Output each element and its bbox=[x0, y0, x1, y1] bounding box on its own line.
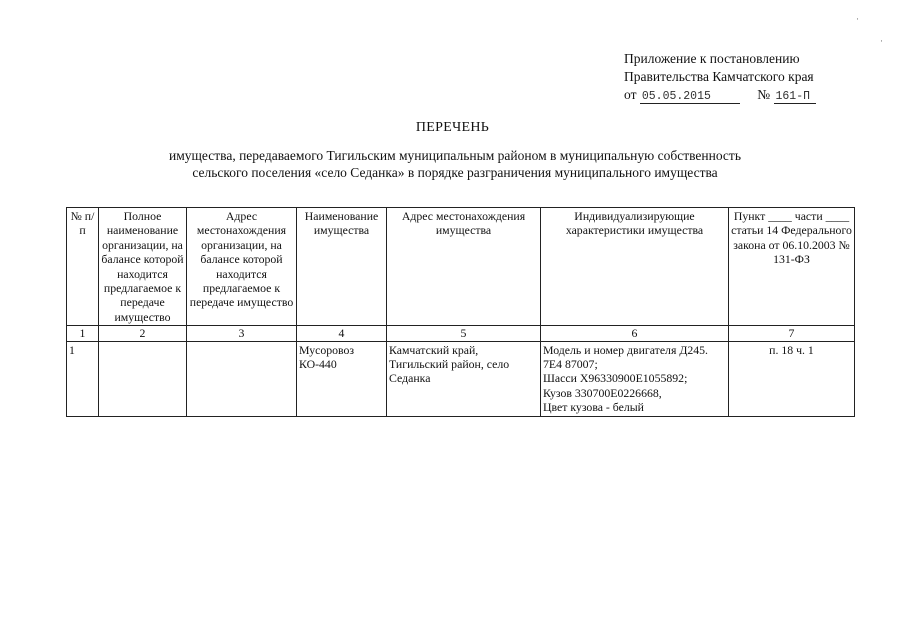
column-number: 6 bbox=[541, 326, 729, 341]
scan-speck: · bbox=[856, 14, 859, 24]
column-number: 3 bbox=[187, 326, 297, 341]
appendix-line-1: Приложение к постановлению bbox=[624, 51, 800, 66]
characteristic-line: Цвет кузова - белый bbox=[543, 400, 644, 415]
col-header-characteristics: Индивидуализирующие характеристики имущества bbox=[541, 208, 729, 326]
document-title: ПЕРЕЧЕНЬ bbox=[415, 120, 490, 135]
col-header-property-name: Наименование имущества bbox=[297, 208, 387, 326]
col-header-num: № п/п bbox=[67, 208, 99, 326]
number-prefix: № bbox=[757, 87, 771, 102]
characteristic-line: Шасси Х96330900Е1055892; bbox=[543, 371, 688, 386]
scan-speck: · bbox=[880, 36, 883, 46]
appendix-header bbox=[624, 50, 816, 104]
column-number: 1 bbox=[67, 326, 99, 341]
col-header-org-address: Адрес местонахождения организации, на балансе которой находится предлагаемое к передаче имущество bbox=[187, 208, 297, 326]
column-number: 2 bbox=[99, 326, 187, 341]
table-row bbox=[67, 341, 855, 416]
col-header-property-address: Адрес местонахождения имущества bbox=[387, 208, 541, 326]
col-header-org-name: Полное наименование организации, на балансе которой находится предлагаемое к передаче имущество bbox=[99, 208, 187, 326]
column-number: 5 bbox=[387, 326, 541, 341]
cell-law-clause: п. 18 ч. 1 bbox=[729, 341, 855, 416]
handwritten-number: 161-П bbox=[774, 90, 816, 104]
column-number-row bbox=[67, 326, 855, 341]
date-prefix: от bbox=[624, 87, 637, 102]
appendix-line-2: Правительства Камчатского края bbox=[624, 69, 814, 84]
cell-org-name bbox=[99, 341, 187, 416]
document-subtitle bbox=[60, 147, 850, 181]
column-number: 4 bbox=[297, 326, 387, 341]
appendix-date-line bbox=[624, 86, 816, 104]
table-header-row bbox=[67, 208, 855, 326]
cell-property-address: Камчатский край, Тигильский район, село Седанка bbox=[387, 341, 541, 416]
cell-num: 1 bbox=[67, 341, 99, 416]
cell-property-name: Мусоровоз КО-440 bbox=[297, 341, 387, 416]
subtitle-line-1: имущества, передаваемого Тигильским муниципальным районом в муниципальную собственность bbox=[169, 148, 741, 163]
property-table bbox=[66, 207, 855, 417]
col-header-law-clause: Пункт ____ части ____ статьи 14 Федерального закона от 06.10.2003 № 131-ФЗ bbox=[729, 208, 855, 326]
subtitle-line-2: сельского поселения «село Седанка» в порядке разграничения муниципального имущества bbox=[192, 165, 718, 180]
characteristic-line: Кузов 330700Е0226668, bbox=[543, 385, 662, 400]
column-number: 7 bbox=[729, 326, 855, 341]
handwritten-date: 05.05.2015 bbox=[640, 90, 740, 104]
cell-org-address bbox=[187, 341, 297, 416]
characteristic-line: Модель и номер двигателя Д245. 7Е4 87007; bbox=[543, 342, 709, 372]
cell-characteristics bbox=[541, 341, 729, 416]
